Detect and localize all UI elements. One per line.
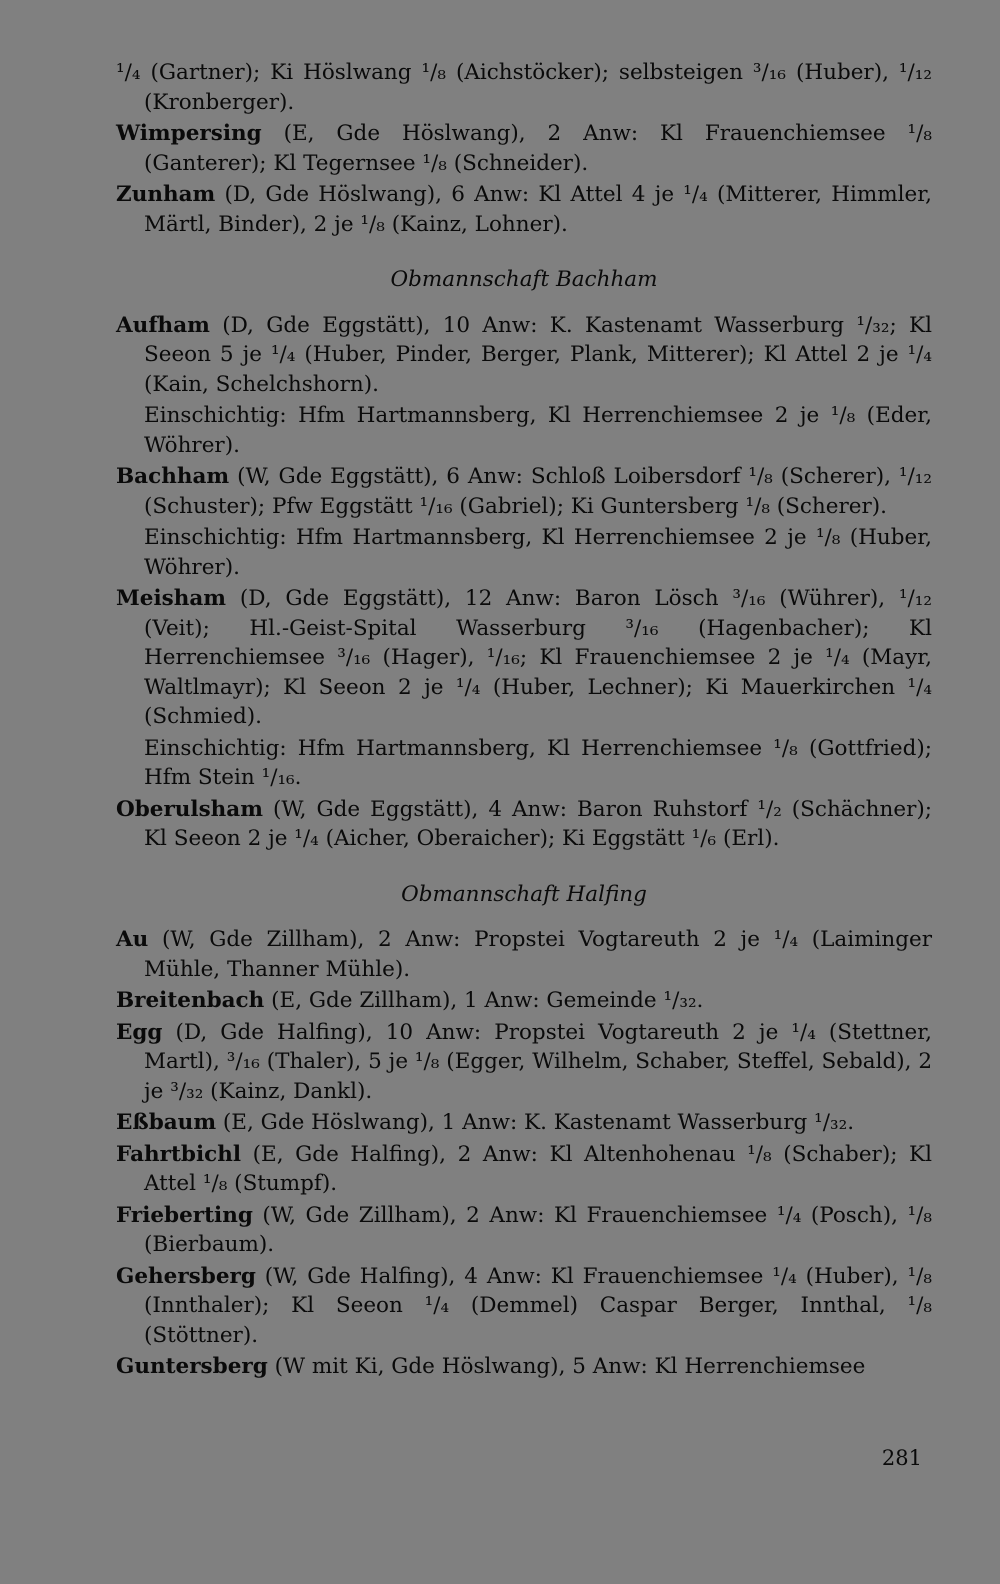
place-name: Bachham	[116, 464, 230, 489]
entry-text: (D, Gde Eggstätt), 12 Anw: Baron Lösch ³/₁₆ (Wührer), ¹/₁₂ (Veit); Hl.-Geist-Spital Wasserburg ³/₁₆ (Hagenbacher); Kl Herrenchiemsee ³/₁₆ (Hager), ¹/₁₆; Kl Frauenchiemsee 2 je ¹/₄ (Mayr, Waltlmayr); Kl Seeon 2 je ¹/₄ (Huber, Lechner); Ki Mauerkirchen ¹/₄ (Schmied).	[144, 586, 932, 729]
gazetteer-entry	[116, 58, 932, 117]
note-line: Einschichtig: Hfm Hartmannsberg, Kl Herrenchiemsee ¹/₈ (Gottfried); Hfm Stein ¹/₁₆.	[144, 735, 932, 790]
place-name: Guntersberg	[116, 1354, 268, 1379]
place-name: Eßbaum	[116, 1110, 217, 1135]
place-name: Aufham	[116, 312, 210, 338]
gazetteer-entry	[116, 1018, 932, 1107]
entry-text: (D, Gde Höslwang), 6 Anw: Kl Attel 4 je ¹/₄ (Mitterer, Himmler, Märtl, Binder), 2 je ¹/₈ (Kainz, Lohner).	[144, 182, 932, 237]
entry-text: (W mit Ki, Gde Höslwang), 5 Anw: Kl Herrenchiemsee	[267, 1354, 866, 1379]
place-name: Fahrtbichl	[116, 1141, 242, 1167]
entry-text: (W, Gde Zillham), 2 Anw: Propstei Vogtareuth 2 je ¹/₄ (Laiminger Mühle, Thanner Mühle).	[144, 927, 932, 982]
gazetteer-entry	[116, 1140, 932, 1199]
gazetteer-entry	[116, 795, 932, 854]
place-name: Wimpersing	[116, 121, 262, 146]
gazetteer-entry	[116, 925, 932, 984]
gazetteer-entry	[116, 1108, 932, 1138]
entry-text: (E, Gde Höslwang), 2 Anw: Kl Frauenchiemsee ¹/₈ (Ganterer); Kl Tegernsee ¹/₈ (Schneider).	[144, 121, 932, 176]
entry-text: ¹/₄ (Gartner); Ki Höslwang ¹/₈ (Aichstöcker); selbsteigen ³/₁₆ (Huber), ¹/₁₂ (Kronberger).	[116, 60, 932, 115]
text-block	[116, 58, 932, 1384]
note-line: Einschichtig: Hfm Hartmannsberg, Kl Herrenchiemsee 2 je ¹/₈ (Eder, Wöhrer).	[144, 403, 932, 458]
entry-text: (W, Gde Eggstätt), 6 Anw: Schloß Loibersdorf ¹/₈ (Scherer), ¹/₁₂ (Schuster); Pfw Eggstätt ¹/₁₆ (Gabriel); Ki Guntersberg ¹/₈ (Scherer).	[144, 464, 932, 519]
gazetteer-entry	[116, 1201, 932, 1260]
gazetteer-entry	[116, 986, 932, 1016]
section-heading: Obmannschaft Halfing	[401, 881, 647, 907]
place-name: Breitenbach	[116, 988, 265, 1013]
entry-text: (E, Gde Zillham), 1 Anw: Gemeinde ¹/₃₂.	[264, 988, 704, 1013]
gazetteer-entry	[116, 584, 932, 732]
place-name: Oberulsham	[116, 796, 263, 822]
entry-text: (D, Gde Halfing), 10 Anw: Propstei Vogtareuth 2 je ¹/₄ (Stettner, Martl), ³/₁₆ (Thaler), 5 je ¹/₈ (Egger, Wilhelm, Schaber, Steffel, Sebald), 2 je ³/₃₂ (Kainz, Dankl).	[144, 1019, 932, 1104]
page-number: 281	[881, 1446, 922, 1470]
gazetteer-entry	[116, 311, 932, 400]
place-name: Frieberting	[116, 1202, 253, 1228]
place-name: Gehersberg	[116, 1263, 256, 1289]
gazetteer-entry	[116, 1262, 932, 1351]
place-name: Au	[116, 927, 149, 952]
gazetteer-entry	[116, 119, 932, 178]
entry-text: (D, Gde Eggstätt), 10 Anw: K. Kastenamt Wasserburg ¹/₃₂; Kl Seeon 5 je ¹/₄ (Huber, Pinder, Berger, Plank, Mitterer); Kl Attel 2 je ¹/₄ (Kain, Schelchshorn).	[144, 312, 932, 397]
entry-text: (E, Gde Halfing), 2 Anw: Kl Altenhohenau ¹/₈ (Schaber); Kl Attel ¹/₈ (Stumpf).	[144, 1141, 932, 1196]
place-name: Egg	[116, 1019, 163, 1045]
entry-text: (W, Gde Eggstätt), 4 Anw: Baron Ruhstorf ¹/₂ (Schächner); Kl Seeon 2 je ¹/₄ (Aicher, Oberaicher); Ki Eggstätt ¹/₆ (Erl).	[144, 796, 932, 851]
entry-text: (W, Gde Zillham), 2 Anw: Kl Frauenchiemsee ¹/₄ (Posch), ¹/₈ (Bierbaum).	[144, 1202, 932, 1257]
place-name: Zunham	[116, 182, 216, 207]
gazetteer-entry	[116, 1352, 932, 1382]
place-name: Meisham	[116, 586, 227, 611]
entry-text: (W, Gde Halfing), 4 Anw: Kl Frauenchiemsee ¹/₄ (Huber), ¹/₈ (Innthaler); Kl Seeon ¹/₄ (Demmel) Caspar Berger, Innthal, ¹/₈ (Stöttner).	[144, 1263, 932, 1348]
entry-text: (E, Gde Höslwang), 1 Anw: K. Kastenamt Wasserburg ¹/₃₂.	[216, 1110, 855, 1135]
gazetteer-entry	[116, 462, 932, 521]
note-line: Einschichtig: Hfm Hartmannsberg, Kl Herrenchiemsee 2 je ¹/₈ (Huber, Wöhrer).	[144, 525, 932, 580]
gazetteer-entry	[116, 180, 932, 239]
section-heading: Obmannschaft Bachham	[390, 267, 658, 292]
